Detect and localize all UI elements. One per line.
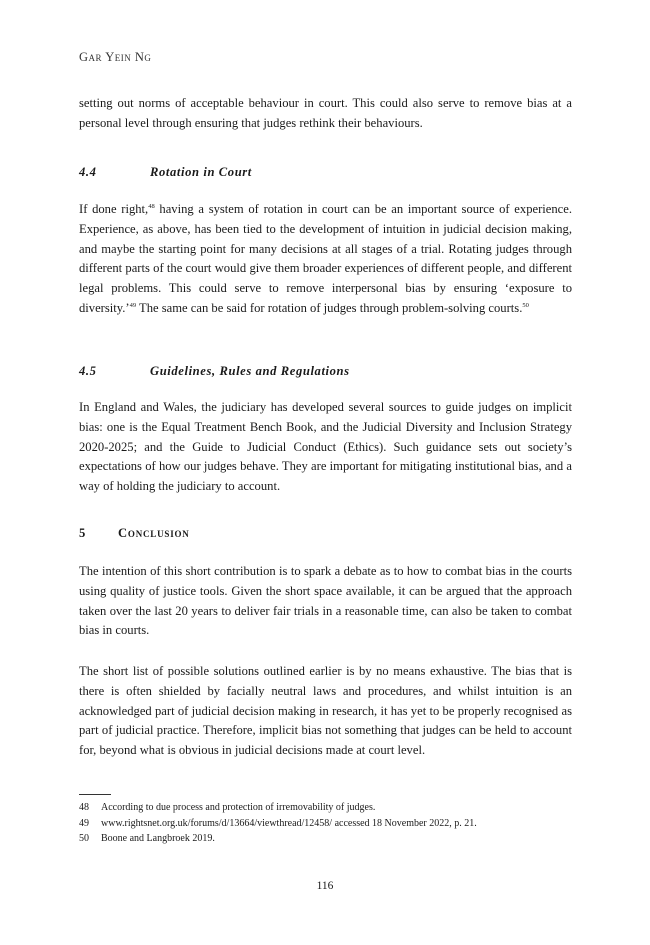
text-run: The same can be said for rotation of judges through problem-solving courts. [136, 300, 523, 315]
section-number: 4.5 [79, 364, 97, 378]
section-title: Conclusion [118, 526, 190, 540]
footnote-text: According to due process and protection of irremovability of judges. [101, 802, 376, 813]
section-heading-4-5 [79, 364, 350, 379]
paragraph-rotation [79, 200, 572, 319]
section-title: Rotation in Court [150, 165, 252, 179]
page-number: 116 [316, 880, 334, 892]
section-number: 5 [79, 526, 87, 540]
footnote-ref-49[interactable]: 49 [129, 301, 137, 309]
section-title: Guidelines, Rules and Regulations [150, 364, 350, 378]
footnote-number: 48 [79, 802, 89, 813]
footnote-ref-50[interactable]: 50 [522, 301, 529, 309]
paragraph-guidelines: In England and Wales, the judiciary has developed several sources to guide judges on implicit bias: one is the Equal Treatment Bench Book, and the Judicial Diversity and Inclusion Strategy 2020-2025; and the Guide to Judicial Conduct (Ethics). Such guidance sets out society’s expectations of how our judges behave. They are important for mitigating institutional bias, and a way of holding the judiciary to account. [79, 400, 572, 494]
section-heading-4-4 [79, 165, 252, 180]
section-number: 4.4 [79, 165, 97, 179]
footnote-link[interactable]: www.rightsnet.org.uk/forums/d/13664/viewthread/12458/ accessed 18 November 2022, p. 21. [101, 817, 477, 829]
footnote-50 [79, 831, 572, 847]
footnotes [79, 800, 572, 847]
running-head: Gar Yein Ng [79, 50, 152, 64]
footnote-ref-48[interactable]: 48 [148, 203, 155, 210]
text-run: having a system of rotation in court can be an important source of experience. Experience, as above, has been tied to the development of intuition in judicial decision making, and maybe the starting point for many decisions at all stages of a trial. Rotating judges through different parts of the court would give them broader experiences of different people, and different legal problems. This could serve to remove interpersonal bias by ensuring ‘exposure to diversity.’ [79, 202, 572, 315]
footnote-text: Boone and Langbroek 2019. [101, 833, 215, 844]
footnote-49 [79, 816, 572, 832]
paragraph-conclusion-2: The short list of possible solutions outlined earlier is by no means exhaustive. The bias that is there is often shielded by facially neutral laws and procedures, and whilst intuition is an acknowledged part of judicial decision making in research, it has yet to be properly recognised as part of judicial practice. Therefore, implicit bias not something that judges can be held to account for, beyond what is obvious in judicial decisions made at court level. [79, 664, 572, 758]
footnote-48 [79, 800, 572, 816]
footnote-number: 50 [79, 833, 89, 844]
footnote-divider [79, 794, 111, 795]
section-heading-5 [79, 526, 190, 541]
footnote-number: 49 [79, 817, 89, 829]
paragraph-conclusion-1: The intention of this short contribution is to spark a debate as to how to combat bias in the courts using quality of justice tools. Given the short space available, it can be argued that the approach taken over the last 20 years to deliver fair trials in a reasonable time, can also be taken to combat bias in courts. [79, 564, 572, 638]
paragraph-intro: setting out norms of acceptable behaviour in court. This could also serve to remove bias at a personal level through ensuring that judges rethink their behaviours. [79, 96, 572, 130]
text-run: If done right, [79, 202, 149, 216]
